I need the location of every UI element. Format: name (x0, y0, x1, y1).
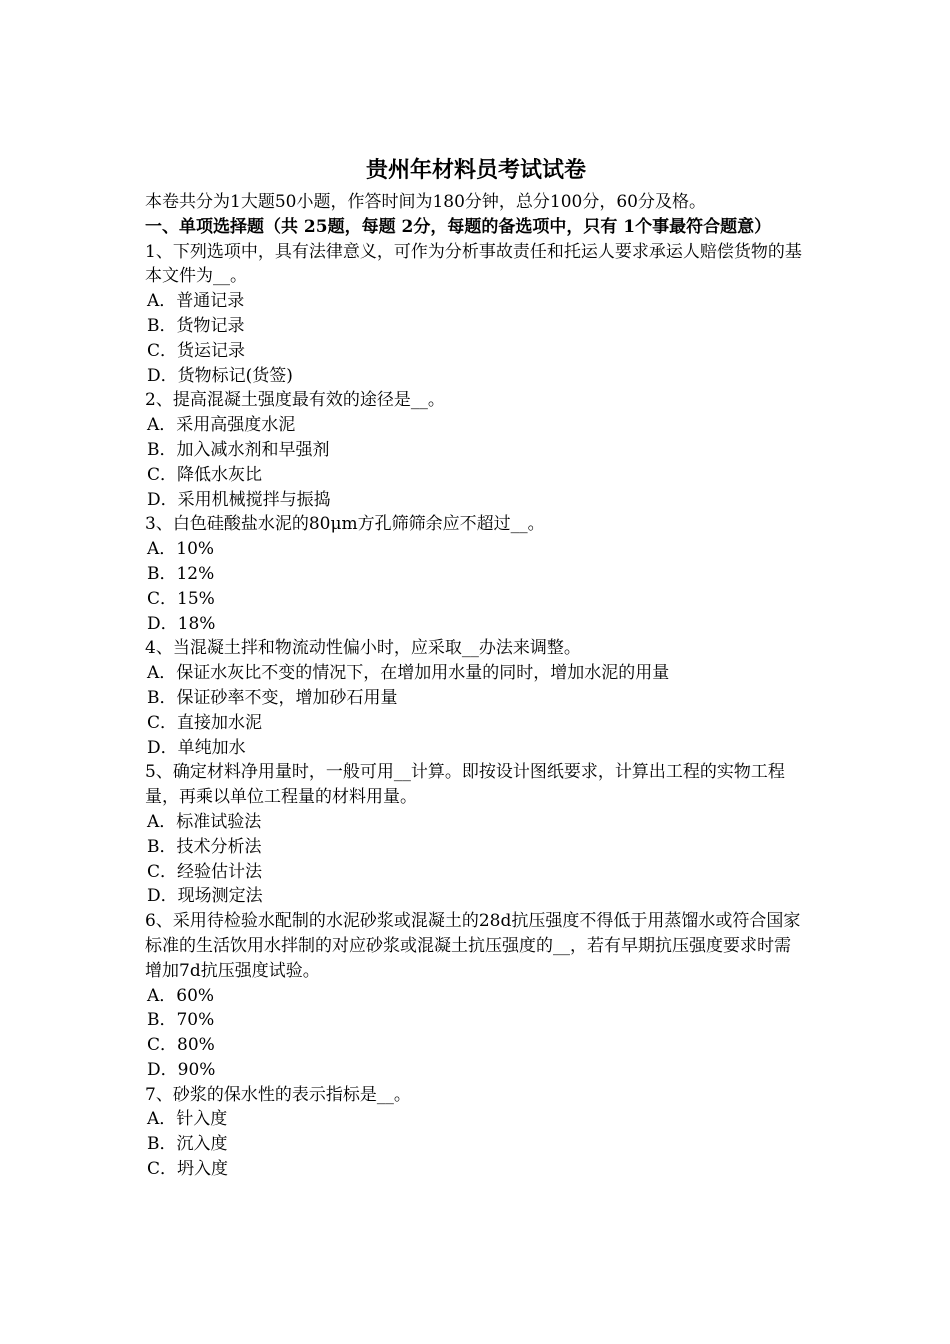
option-a: A．保证水灰比不变的情况下，在增加用水量的同时，增加水泥的用量 (147, 663, 670, 684)
option-a: A．针入度 (147, 1109, 228, 1130)
document-page (145, 150, 807, 1182)
option-c: C．直接加水泥 (147, 712, 263, 733)
question-stem: 1、下列选项中，具有法律意义，可作为分析事故责任和托运人要求承运人赔偿货物的基本文件为__。 (145, 241, 802, 287)
option-c: C．经验估计法 (147, 861, 263, 882)
option-a: A．60% (147, 985, 215, 1006)
question-stem: 2、提高混凝土强度最有效的途径是__。 (145, 390, 445, 411)
question-3 (145, 512, 807, 636)
option-a: A．10% (147, 539, 215, 560)
option-b: B．货物记录 (147, 315, 245, 336)
section-heading: 一、单项选择题（共 25题，每题 2分，每题的备选项中，只有 1个事最符合题意） (145, 216, 772, 237)
exam-intro: 本卷共分为1大题50小题，作答时间为180分钟，总分100分，60分及格。 (145, 192, 706, 212)
option-d: D．90% (147, 1059, 216, 1080)
option-c: C．80% (147, 1035, 215, 1056)
option-b: B．加入减水剂和早强剂 (147, 439, 330, 460)
question-7 (145, 1083, 807, 1182)
option-d: D．现场测定法 (147, 886, 263, 907)
question-stem: 5、确定材料净用量时，一般可用__计算。即按设计图纸要求，计算出工程的实物工程量，再乘以单位工程量的材料用量。 (145, 762, 785, 808)
option-a: A．普通记录 (147, 291, 245, 312)
option-b: B．12% (147, 563, 215, 584)
option-a: A．采用高强度水泥 (147, 415, 296, 436)
option-c: C．15% (147, 588, 215, 609)
option-d: D．采用机械搅拌与振捣 (147, 489, 331, 510)
option-b: B．沉入度 (147, 1134, 228, 1155)
option-b: B．70% (147, 1010, 215, 1031)
option-c: C．降低水灰比 (147, 464, 263, 485)
question-4 (145, 636, 807, 760)
question-stem: 3、白色硅酸盐水泥的80μm方孔筛筛余应不超过__。 (145, 514, 545, 535)
question-1 (145, 240, 807, 389)
question-2 (145, 388, 807, 512)
option-d: D．18% (147, 613, 216, 634)
question-stem: 4、当混凝土拌和物流动性偏小时，应采取__办法来调整。 (145, 638, 581, 659)
option-c: C．货运记录 (147, 340, 246, 361)
option-b: B．技术分析法 (147, 836, 262, 857)
option-d: D．货物标记(货签) (147, 365, 293, 386)
question-stem: 7、砂浆的保水性的表示指标是__。 (145, 1084, 411, 1105)
option-d: D．单纯加水 (147, 737, 246, 758)
question-6 (145, 909, 807, 1083)
document-title: 贵州年材料员考试试卷 (365, 157, 586, 183)
option-a: A．标准试验法 (147, 811, 262, 832)
option-b: B．保证砂率不变，增加砂石用量 (147, 687, 398, 708)
option-c: C．坍入度 (147, 1159, 229, 1180)
question-stem: 6、采用待检验水配制的水泥砂浆或混凝土的28d抗压强度不得低于用蒸馏水或符合国家标准的生活饮用水拌制的对应砂浆或混凝土抗压强度的__，若有早期抗压强度要求时需增加7d抗压强度试验。 (145, 911, 801, 981)
question-5 (145, 760, 807, 909)
